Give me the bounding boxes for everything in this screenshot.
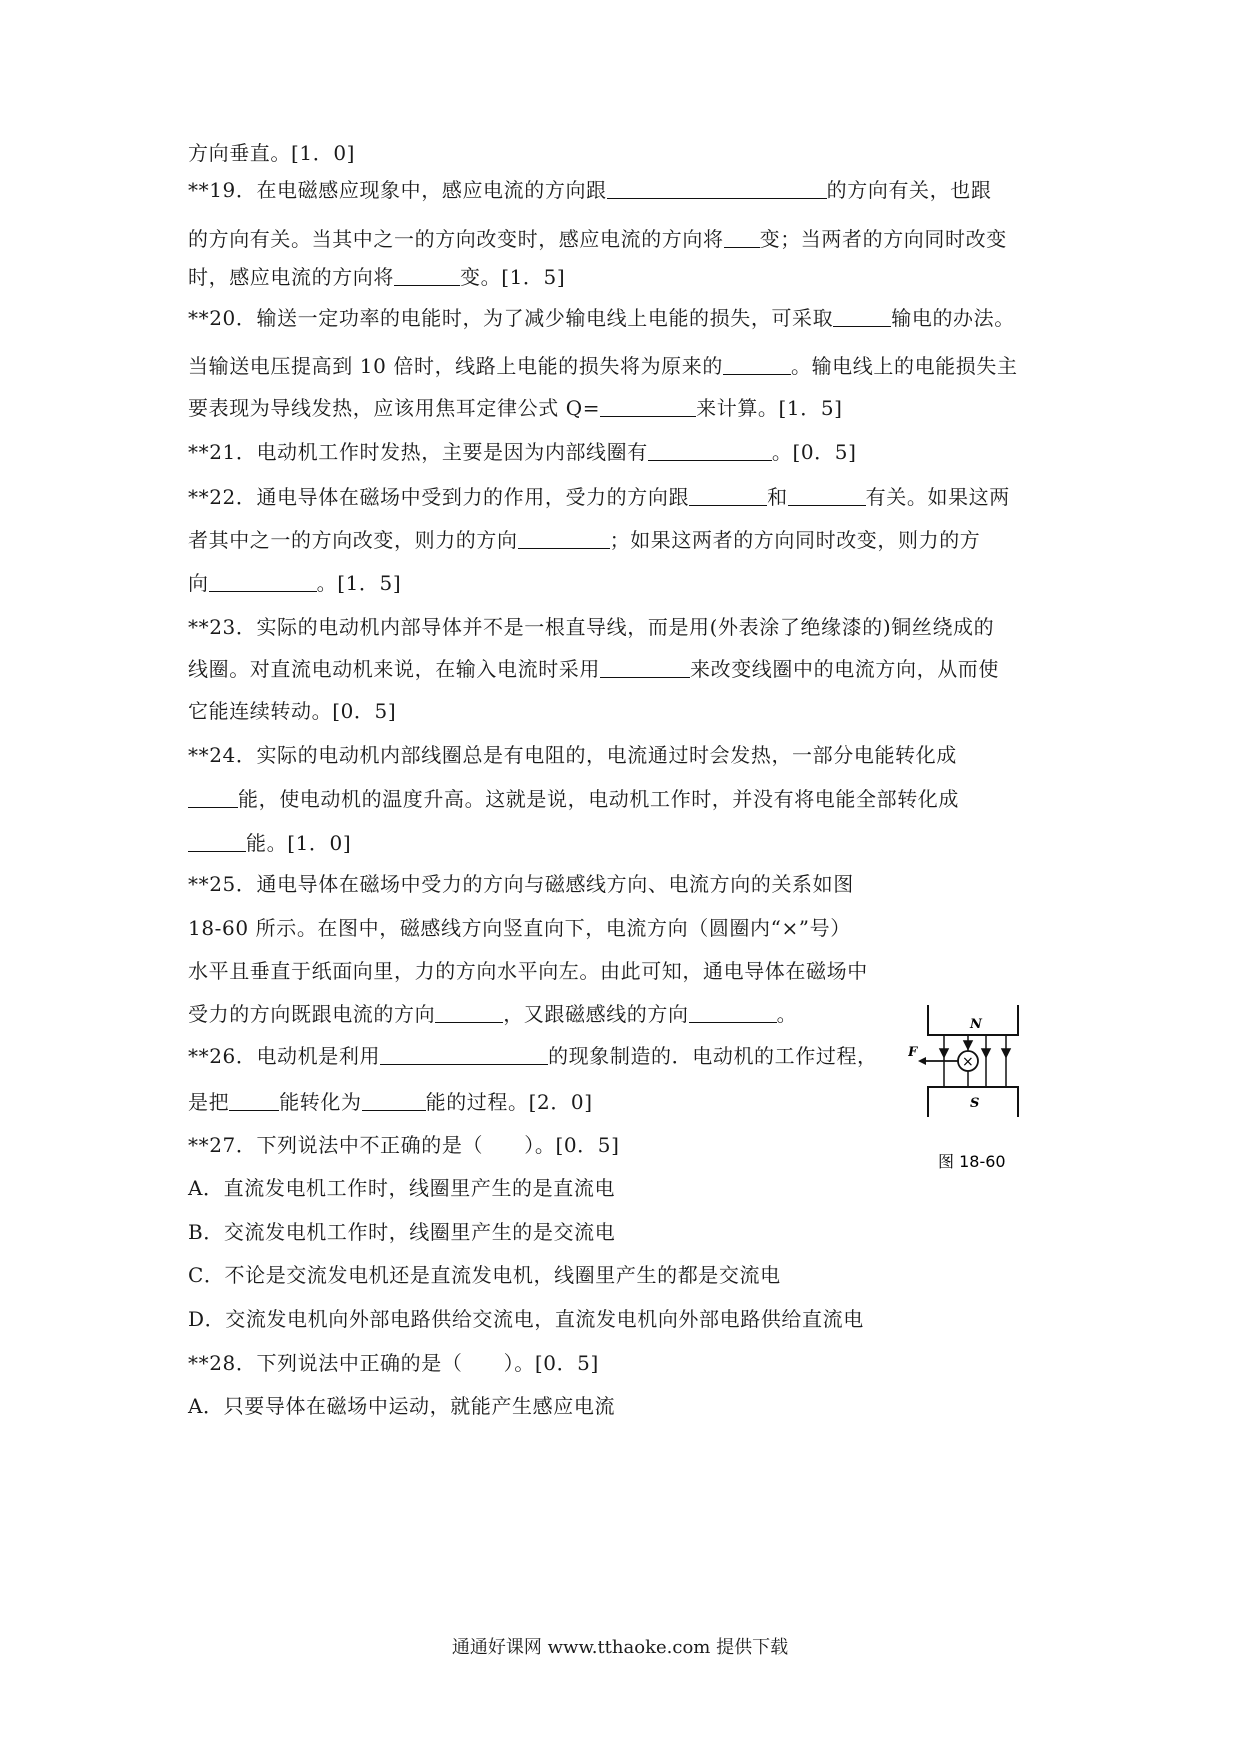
line-text: 向 <box>188 571 209 595</box>
text-line <box>188 437 857 467</box>
line-text: **24．实际的电动机内部线圈总是有电阻的，电流通过时会发热，一部分电能转化成 <box>188 743 957 767</box>
answer-blank[interactable] <box>518 528 610 549</box>
line-text: B．交流发电机工作时，线圈里产生的是交流电 <box>188 1220 616 1244</box>
line-text: A．直流发电机工作时，线圈里产生的是直流电 <box>188 1176 616 1200</box>
text-line <box>188 1217 615 1247</box>
figure-18-60 <box>908 1005 1038 1190</box>
answer-blank[interactable] <box>188 787 238 808</box>
answer-blank[interactable] <box>788 485 866 506</box>
text-line <box>188 828 351 858</box>
text-line <box>188 262 565 292</box>
answer-blank[interactable] <box>209 571 317 592</box>
answer-blank[interactable] <box>689 1002 777 1023</box>
line-text: 。[0．5] <box>771 440 857 464</box>
line-text: **28．下列说法中正确的是（ ）。[0．5] <box>188 1351 599 1375</box>
text-line <box>188 175 991 205</box>
answer-blank[interactable] <box>724 227 760 248</box>
text-line <box>188 303 1015 333</box>
answer-blank[interactable] <box>229 1090 279 1111</box>
text-line <box>188 740 957 770</box>
line-text: 变。[1．5] <box>460 265 566 289</box>
line-text: ，又跟磁感线的方向 <box>503 1002 689 1026</box>
answer-blank[interactable] <box>607 178 827 199</box>
text-line <box>188 1041 878 1071</box>
line-text: 方向垂直。[1．0] <box>188 141 356 165</box>
text-line <box>188 696 396 726</box>
line-text: D．交流发电机向外部电路供给交流电，直流发电机向外部电路供给直流电 <box>188 1307 864 1331</box>
text-line <box>188 1130 620 1160</box>
text-line <box>188 482 1010 512</box>
answer-blank[interactable] <box>648 440 772 461</box>
line-text: A．只要导体在磁场中运动，就能产生感应电流 <box>188 1394 616 1418</box>
text-line <box>188 138 355 168</box>
line-text: 输电的办法。 <box>891 306 1015 330</box>
answer-blank[interactable] <box>600 396 696 417</box>
line-text: **26．电动机是利用 <box>188 1044 381 1068</box>
line-text: 来改变线圈中的电流方向，从而使 <box>690 657 999 681</box>
answer-blank[interactable] <box>833 306 891 327</box>
line-text: **23．实际的电动机内部导体并不是一根直导线，而是用(外表涂了绝缘漆的)铜丝绕成的 <box>188 615 995 639</box>
text-line <box>188 224 1007 254</box>
text-line <box>188 568 401 598</box>
line-text: **25．通电导体在磁场中受力的方向与磁感线方向、电流方向的关系如图 <box>188 872 854 896</box>
line-text: C．不论是交流发电机还是直流发电机，线圈里产生的都是交流电 <box>188 1263 781 1287</box>
text-line <box>188 1304 864 1334</box>
line-text: **27．下列说法中不正确的是（ ）。[0．5] <box>188 1133 620 1157</box>
line-text: 的方向有关。当其中之一的方向改变时，感应电流的方向将 <box>188 227 724 251</box>
line-text: 当输送电压提高到 10 倍时，线路上电能的损失将为原来的 <box>188 354 723 378</box>
text-line <box>188 612 994 642</box>
text-line <box>188 1087 593 1117</box>
answer-blank[interactable] <box>394 265 460 286</box>
line-text: 受力的方向既跟电流的方向 <box>188 1002 436 1026</box>
line-text: 它能连续转动。[0．5] <box>188 699 397 723</box>
text-line <box>188 393 843 423</box>
magnet-diagram <box>908 1005 1038 1190</box>
text-line <box>188 869 854 899</box>
text-line <box>188 913 851 943</box>
line-text: 。 <box>776 1002 798 1026</box>
text-line <box>188 784 959 814</box>
line-text: 来计算。[1．5] <box>696 396 843 420</box>
line-text: **20．输送一定功率的电能时，为了减少输电线上电能的损失，可采取 <box>188 306 834 330</box>
line-text: 能的过程。[2．0] <box>425 1090 593 1114</box>
line-text: **21．电动机工作时发热，主要是因为内部线圈有 <box>188 440 648 464</box>
line-text: **19．在电磁感应现象中，感应电流的方向跟 <box>188 178 607 202</box>
line-text: 能，使电动机的温度升高。这就是说，电动机工作时，并没有将电能全部转化成 <box>238 787 959 811</box>
text-line <box>188 1391 615 1421</box>
line-text: 的方向有关，也跟 <box>826 178 992 202</box>
line-text: **22．通电导体在磁场中受到力的作用，受力的方向跟 <box>188 485 690 509</box>
south-pole-label: S <box>970 1096 980 1111</box>
answer-blank[interactable] <box>689 485 767 506</box>
line-text: 的现象制造的．电动机的工作过程， <box>548 1044 878 1068</box>
line-text: ；如果这两者的方向同时改变，则力的方 <box>609 528 981 552</box>
text-line <box>188 654 999 684</box>
answer-blank[interactable] <box>380 1044 548 1065</box>
answer-blank[interactable] <box>723 354 791 375</box>
line-text: 18-60 所示。在图中，磁感线方向竖直向下，电流方向（圆圈内“×”号） <box>188 916 851 940</box>
answer-blank[interactable] <box>188 831 246 852</box>
line-text: 能转化为 <box>279 1090 362 1114</box>
line-text: 水平且垂直于纸面向里，力的方向水平向左。由此可知，通电导体在磁场中 <box>188 959 868 983</box>
line-text: 能。[1．0] <box>246 831 352 855</box>
line-text: 。输电线上的电能损失主 <box>790 354 1018 378</box>
figure-caption: 图 18-60 <box>938 1152 1006 1171</box>
text-line <box>188 956 868 986</box>
current-symbol: × <box>962 1054 974 1070</box>
text-line <box>188 351 1018 381</box>
north-pole-label: N <box>970 1017 982 1032</box>
answer-blank[interactable] <box>435 1002 503 1023</box>
line-text: 时，感应电流的方向将 <box>188 265 394 289</box>
text-line <box>188 1260 781 1290</box>
line-text: 者其中之一的方向改变，则力的方向 <box>188 528 518 552</box>
text-line <box>188 999 797 1029</box>
line-text: 要表现为导线发热，应该用焦耳定律公式 Q= <box>188 396 601 420</box>
line-text: 和 <box>767 485 788 509</box>
text-line <box>188 1348 599 1378</box>
line-text: 。[1．5] <box>316 571 402 595</box>
text-line <box>188 525 980 555</box>
answer-blank[interactable] <box>362 1090 426 1111</box>
line-text: 是把 <box>188 1090 230 1114</box>
page-footer: 通通好课网 www.tthaoke.com 提供下载 <box>451 1637 789 1658</box>
text-line <box>188 1173 615 1203</box>
force-label: F <box>908 1045 918 1060</box>
line-text: 有关。如果这两 <box>865 485 1010 509</box>
line-text: 变；当两者的方向同时改变 <box>759 227 1007 251</box>
line-text: 线圈。对直流电动机来说，在输入电流时采用 <box>188 657 600 681</box>
answer-blank[interactable] <box>600 657 690 678</box>
